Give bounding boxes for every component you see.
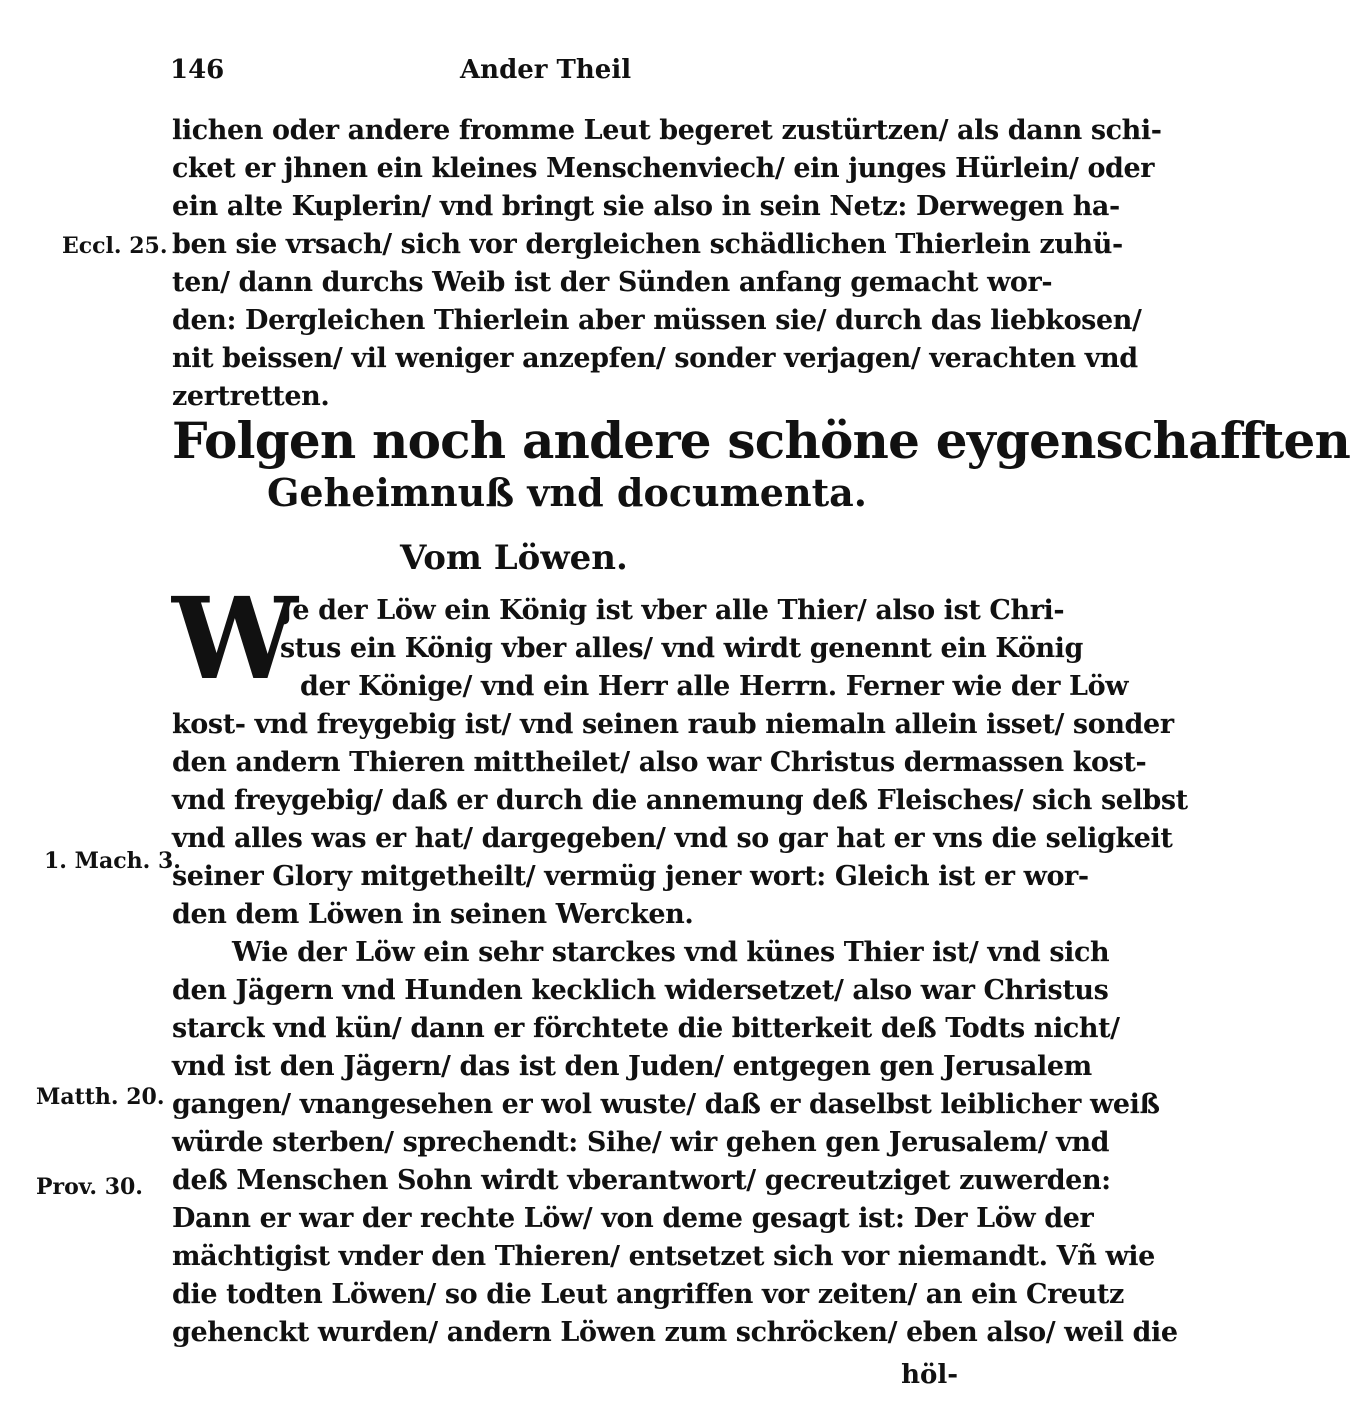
text-line: ten/ dann durchs Weib ist der Sünden anfang gemacht wor-: [172, 267, 1053, 298]
text-line: gehenckt wurden/ andern Löwen zum schröcken/ eben also/ weil die: [172, 1317, 1178, 1348]
running-head: Ander Theil: [460, 55, 632, 85]
drop-capital: W: [172, 574, 298, 705]
text-line: würde sterben/ sprechendt: Sihe/ wir gehen gen Jerusalem/ vnd: [172, 1127, 1110, 1158]
text-line: ein alte Kuplerin/ vnd bringt sie also in sein Netz: Derwegen ha-: [172, 191, 1120, 222]
text-line: Wie der Löw ein sehr starckes vnd künes Thier ist/ vnd sich: [232, 937, 1110, 968]
text-line: zertretten.: [172, 381, 330, 412]
margin-note-mach: 1. Mach. 3.: [44, 848, 181, 874]
text-line: den Jägern vnd Hunden kecklich widersetzet/ also war Christus: [172, 975, 1109, 1006]
text-line: mächtigist vnder den Thieren/ entsetzet sich vor niemandt. Vñ wie: [172, 1241, 1155, 1272]
text-line: cket er jhnen ein kleines Menschenviech/ ein junges Hürlein/ oder: [172, 153, 1155, 184]
section-subtitle: Geheimnuß vnd documenta.: [266, 470, 868, 515]
text-line: vnd alles was er hat/ dargegeben/ vnd so gar hat er vns die seligkeit: [172, 823, 1173, 854]
text-line: die todten Löwen/ so die Leut angriffen vor zeiten/ an ein Creutz: [172, 1279, 1124, 1310]
text-line: lichen oder andere fromme Leut begeret zustürtzen/ als dann schi-: [172, 115, 1162, 146]
text-line: starck vnd kün/ dann er förchtete die bitterkeit deß Todts nicht/: [172, 1013, 1120, 1044]
chapter-heading: Vom Löwen.: [400, 538, 628, 578]
text-line: deß Menschen Sohn wirdt vberantwort/ gecreutziget zuwerden:: [172, 1165, 1111, 1196]
text-line: kost- vnd freygebig ist/ vnd seinen raub niemaln allein isset/ sonder: [172, 709, 1174, 740]
text-line: Je der Löw ein König ist vber alle Thier/ also ist Chri-: [280, 595, 1065, 626]
text-line: den dem Löwen in seinen Wercken.: [172, 899, 694, 930]
text-line: ben sie vrsach/ sich vor dergleichen schädlichen Thierlein zuhü-: [172, 229, 1123, 260]
text-line: Dann er war der rechte Löw/ von deme gesagt ist: Der Löw der: [172, 1203, 1094, 1234]
text-line: seiner Glory mitgetheilt/ vermüg jener wort: Gleich ist er wor-: [172, 861, 1089, 892]
text-line: vnd ist den Jägern/ das ist den Juden/ entgegen gen Jerusalem: [172, 1051, 1092, 1082]
catchword: höl-: [901, 1360, 958, 1390]
margin-note-matth: Matth. 20.: [36, 1084, 165, 1110]
text-line: stus ein König vber alles/ vnd wirdt genennt ein König: [280, 633, 1084, 664]
text-line: nit beissen/ vil weniger anzepfen/ sonder verjagen/ verachten vnd: [172, 343, 1138, 374]
text-line: der Könige/ vnd ein Herr alle Herrn. Ferner wie der Löw: [300, 671, 1129, 702]
text-line: gangen/ vnangesehen er wol wuste/ daß er daselbst leiblicher weiß: [172, 1089, 1160, 1120]
page-header: [170, 55, 960, 95]
text-line: vnd freygebig/ daß er durch die annemung deß Fleisches/ sich selbst: [172, 785, 1188, 816]
margin-note-eccl: Eccl. 25.: [62, 233, 168, 259]
margin-note-prov: Prov. 30.: [36, 1174, 143, 1200]
text-line: den: Dergleichen Thierlein aber müssen sie/ durch das liebkosen/: [172, 305, 1142, 336]
section-title: Folgen noch andere schöne eygenschafften: [172, 411, 1350, 470]
page-number: 146: [170, 55, 225, 85]
text-line: den andern Thieren mittheilet/ also war Christus dermassen kost-: [172, 747, 1147, 778]
